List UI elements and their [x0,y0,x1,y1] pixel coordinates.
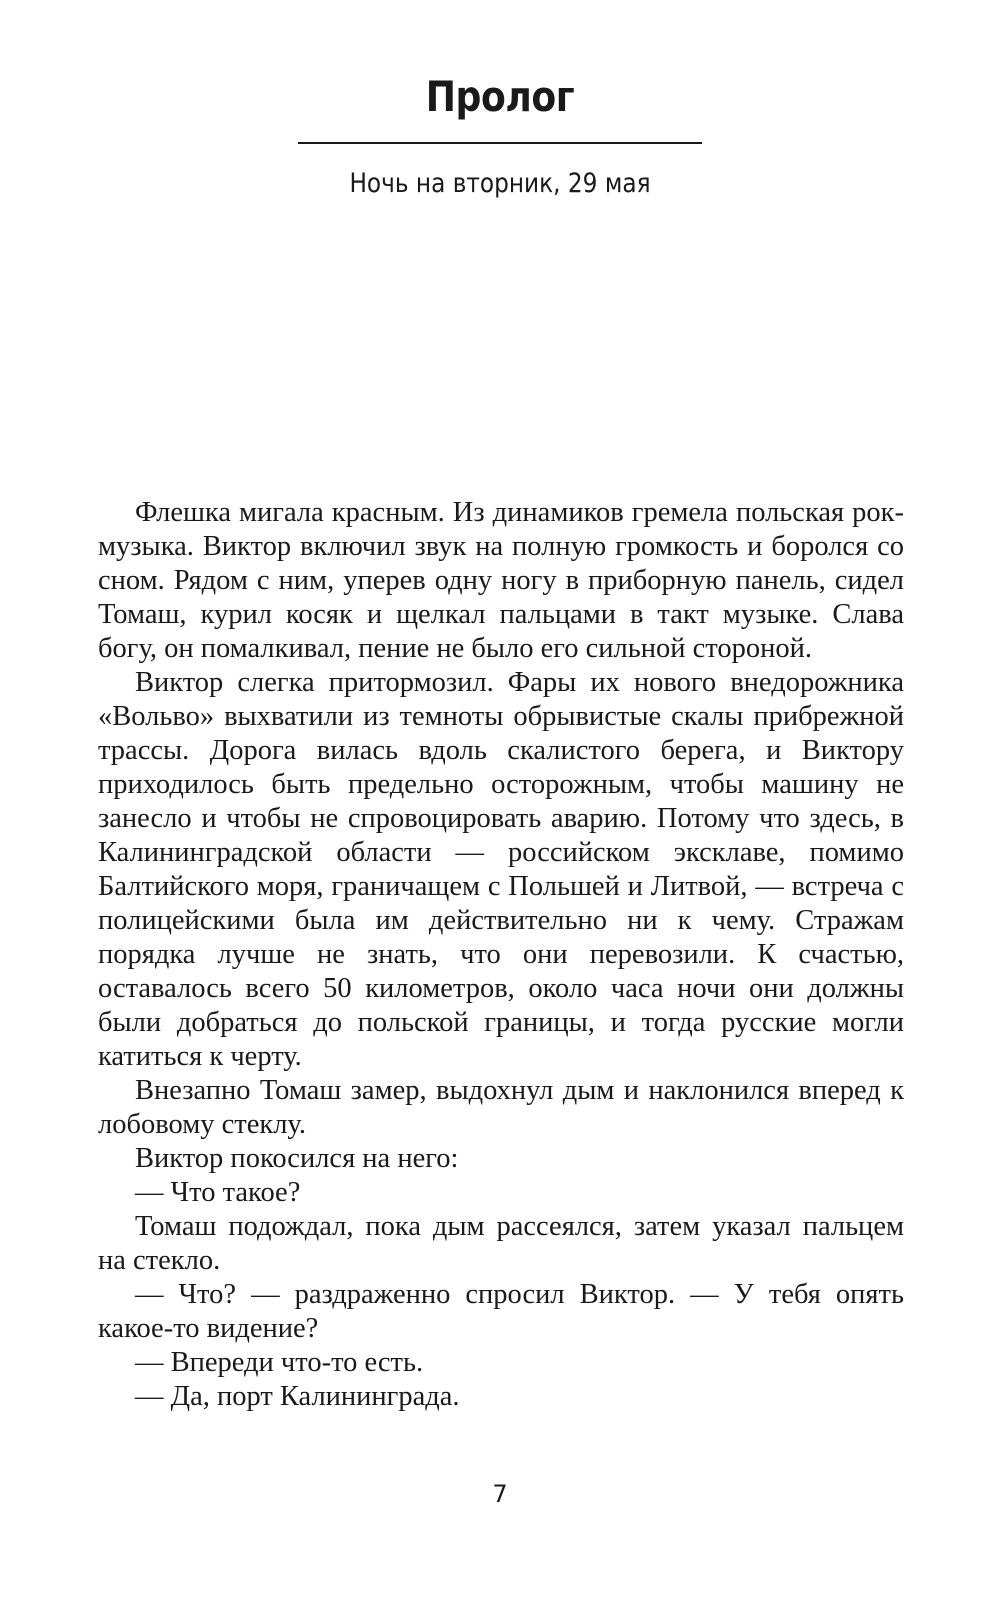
body-text [98,496,904,1414]
paragraph: — Что? — раздраженно спросил Виктор. — У тебя опять какое-то видение? [98,1279,904,1344]
title-divider [298,142,702,144]
chapter-title: Пролог [425,72,575,121]
chapter-subtitle: Ночь на вторник, 29 мая [349,168,651,199]
paragraph: Виктор покосился на него: [135,1143,459,1174]
paragraph: — Впереди что-то есть. [135,1347,424,1378]
paragraph: — Что такое? [135,1177,301,1208]
paragraph: Виктор слегка притормозил. Фары их нового внедорожника «Вольво» выхватили из темноты обрывистые скалы прибрежной трассы. Дорога вилась вдоль скалистого берега, и Виктору приходилось быть предельно осторожным, чтобы машину не занесло и чтобы не спровоцировать аварию. Потому что здесь, в Калининградской области — российском эксклаве, помимо Балтийского моря, граничащем с Польшей и Литвой, — встреча с полицейскими была им действительно ни к чему. Стражам порядка лучше не знать, что они перевозили. К счастью, оставалось всего 50 километров, около часа ночи они должны были добраться до польской границы, и тогда русские могли катиться к черту. [98,667,904,1072]
paragraph: Внезапно Томаш замер, выдохнул дым и наклонился вперед к лобовому стеклу. [98,1075,904,1140]
paragraph: Томаш подождал, пока дым рассеялся, затем указал пальцем на стекло. [98,1211,904,1276]
page-number: 7 [492,1480,508,1508]
paragraph: Флешка мигала красным. Из динамиков гремела польская рок-музыка. Виктор включил звук на полную громкость и боролся со сном. Рядом с ним, уперев одну ногу в приборную панель, сидел Томаш, курил косяк и щелкал пальцами в такт музыке. Слава богу, он помалкивал, пение не было его сильной стороной. [98,497,904,664]
paragraph: — Да, порт Калининграда. [135,1381,460,1412]
